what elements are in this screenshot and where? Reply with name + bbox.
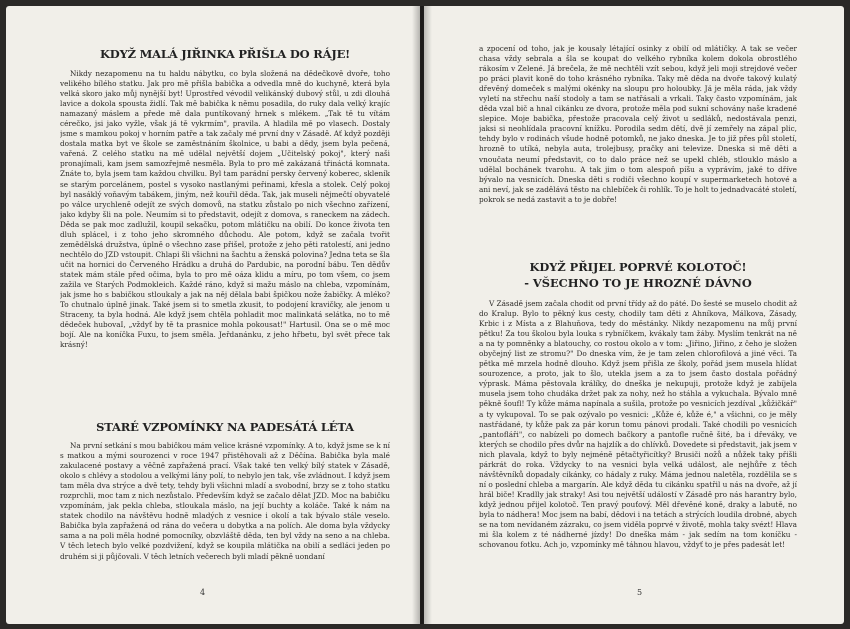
right-text-block-2 (479, 299, 797, 580)
section-text-padesata-leta: Na první setkání s mou babičkou mám velice krásné vzpomínky. A to, když jsme se k ní s matkou a mými sourozenci v roce 1947 přistěhovali až z Děčína. Babička byla malé zakulacené postavy a věčně zapřažená prací. Však také ten velký bílý statek v Zásadě, okolo s chlévy a stodolou a velkými lány polí, to nebylo jen tak, vše zvládnout. I když jsem tam měla dva strýce a dvě tety, tehdy byli všichni mladí a svobodní, brzy se z toho statku rozprchli, moc tam z nich nezůstalo. Především když se začalo dělat JZD. Moc na babičku vzpomínám, jak pekla chleba, stloukala máslo, na její buchty a koláče. Také k nám na statek chodilo na návštěvu hodně mladých z vesnice i okolí a tak bývalo stále veselo. Babička byla zapřažená od rána do večera u dobytka a na polích. Ale doma byla vždycky sama a na poli měla hodné pomocníky, obzvláště děda, ten byl vždy na seno a na chleba. V těch letech bylo velké pozdvižení, když se koupila mlátička na obilí a sedláci jeden po druhém si ji půjčovali. V těch letních večerech byli mladí pěkně uondaní (60, 441, 390, 561)
section-title-padesata-leta: STARÉ VZPOMÍNKY NA PADESÁTÁ LÉTA (96, 420, 354, 434)
continued-text: a zpocení od toho, jak je kousaly létající osinky z obilí od mlátičky. A tak se večer chasa vždy sebrala a šla se koupat do velkého rybníka kolem dokola obrostlého rákosím v Zelené. Já brečela, že mě nechtěli vzít sebou, když jeli moji strejdové večer po práci plavit koně do toho krásného rybníka. Taky mě děda na dvoře takový kulatý dřevěný domeček s malými okénky na sloupu pro holoubky. Já je měla ráda, jak vždy vyletí na střechu naší stodoly a tam se natřásali a vrkali. Taky často vzpomínám, jak děda vzal bič a hnal cikánku ze dvora, protože měla pod sukní schovány naše kradené slepice. Moje babička, přestože pracovala celý život u sedláků, nedostávala penzi, jaksi si neohlídala pracovní knížku. Porodila sedm dětí, dvě jí zemřely na zápal plic, tehdy bylo v rodinách všude hodně potomků, ne jako dneska. Je to již přes půl století, hrozně to utíká, nebyla auta, trolejbusy, pračky ani televize. Dneska si mě děti a vnoučata neumí představit, co to dalo práce než se upekl chléb, stlouklo máslo a udělal bochánek tvarohu. A tak jim o tom alespoň píšu a vyprávím, jaké to dříve bývalo na vesnicích. Dneska děti s rodiči všechno koupí v supermarketech hotové a ani neví, jak se zadělává těsto na chlebíček či rohlík. To je holt to jednadvacáté století, pokrok se nedá zastavit a to je dobře! (479, 44, 797, 204)
right-heading-block (479, 259, 797, 291)
left-heading-block-2 (60, 420, 390, 434)
section-text-jirinka: Nikdy nezapomenu na tu haldu nábytku, co byla složená na dědečkově dvoře, toho velikého bílého statku. Jak pro mě přišla babička a odvedla mně do kuchyně, která byla velká skoro jako můj nynější byt! Uprostřed vévodil velikánský dubový stůl, u zdi dlouhá lavice a dokola spousta židlí. Tak mě babička k němu posadila, do ruky dala velký krajíc namazaný máslem a přede mě dala puntíkovaný hrnek s mlékem. „Tak tě tu vítám cérečko, jsi jako vyžle, však já tě vykrmím", pravila. A hladila mě po vlasech. Dostaly jsme s mamkou pokoj v horním patře a tak začaly mé první dny v Zásadě. Ať když později dostala matka byt ve škole se zaměstnáním školnice, u babi a dědy, jsem byla pečená, vařená. Z celého statku na mě udělal největší dojem „Učitelský pokoj", který naši pronajímali, kam jsem samozřejmě nesměla. Byla to pro mě zakázaná třináctá komnata. Znáte to, byla jsem tam každou chvilku. Byl tam parádní persky červený koberec, skleník se starým porcelánem, postel s vysoko nastlanými peřinami, křesla a stolek. Celý pokoj byl nasáklý voňavým tabákem, jiným, než kouřil děda. Tak, jak museli nějmečtí obyvatelé po válce urychleně odejít ze svých domovů, na statku zůstalo po nich všechno zařízení, jako kdyby šli na pole. Neumím si to představit, odejít z domova, s raneckem na zádech. Děda se pak moc zadlužil, koupil sekačku, potom mlátičku na obilí. Do konce života ten dluh splácel, i z toho jeho skromného důchodu. Ale potom, když se začala tvořit zemědělská družstva, úplně o všechno zase přišel, protože z jeho pěti ratolestí, ani jedno nechtělo do JZD vstoupit. Chlapi šli všichni na šachtu a ženská polovina? Jedna teta se šla učit na hornici do Červeného Hrádku a druhá do Pardubic, na porodní bábu. Ten dědův statek mám stále před očima, byla to pro mě oáza klidu a míru, po tom všem, co jsem zažila ve Starých Podmokleich. Každé ráno, když si mažu máslo na chleba, vzpomínám, jak jsme ho s babičkou stloukaly a jak na něj dělala babi špičkou nože žabičky. A mléko? To chutnalo úplně jinak. Také jsem si to smetla zkusit, to podojení kravičky, ale jenom u Straceny, ta byla hodná. Ale když jsem chtěla pohladit moc malinkatá selátka, no to mě dědeček hubovaI, „vždyť by tě ta prasnice mohla pokousat!" Hartusil. Ona se o mě moc bojí. Ale na koníčka Fuxu, to jsem směla. Jeřdanánku, z jeho hřbetu, byl svět přece tak krásný! (60, 69, 390, 350)
page-number-right: 5 (637, 588, 643, 597)
right-page (424, 6, 844, 624)
page-number-left: 4 (200, 588, 206, 597)
section-title-kolotoc-line2: - VŠECHNO TO JE HROZNÉ DÁVNO (524, 276, 752, 290)
section-text-kolotoc: V Zásadě jsem začala chodit od první třídy až do páté. Do šesté se muselo chodit až do Kralup. Bylo to pěkný kus cesty, chodily tam děti z Ahníkova, Málkova, Zásady, Krbic i z Místa a z Blahuňova, tedy do městánky. Nikdy nezapomenu na můj první pětku! Za tou školou byla louka s rybníčkem, kvákaly tam žáby. Myslím tenkrát na ně a na ty pomněnky a blatouchy, co rostou okolo a v tom: „Jiřino, Jiřino, z čeho je složen obyčejný list ze stromu?" Do dneska vím, že je tam zelen chlorofilová a jiné věci. Ta pětka mě mrzela hodně dlouho. Když jsem přišla ze školy, pořád jsem musela hlídat sourozence, a proto, jak to šlo, utekla jsem a za to jsem často dostala pořádný výprask. Máma pěstovala králíky, do dneška je nekupuji, protože když je zabíjela musela jsem toho chudáka držet pak za nohy, než ho stáhla a vykuchala. Bývalo mně pěkně šoufl! Ty kůže máma napínala a sušila, protože po vesnicích jezdíval „kůžičkář" a ty vykupoval. To se pak ozývalo po vesnici: „Kůže é, kůže é," a všichni, co je měly nastřádané, ty kůže pak za pár korun tomu pánovi prodali. Také chodili po vesnicích „pantofláři", co nabízeli po domech bačkory a pantofle ručně šité, ba i dřeváky, ve kterých se chodilo přes dvůr na hajzlík a do chlívků. Dovedete si představit, jak jsem v nich plavala, když to byly nejméně pětačtyřicítky? Brusiči nožů a nůžek taky přišli párkrát do roka. Vždycky to na vesnici byla velká událost, ale nejhůře z těch návštěvníků dopadaly cikánky, co hádaly z ruky. Máma jednou naletěla, rozdělila se s ní o poslední chleba a margarín. Ale když děda tu cikánku spatřil u nás na dvoře, až jí hrál biče! Kradlly jak straky! Asi tou největší událostí v Zásadě pro nás harantry bylo, když jednou přijel kolotoč. Ten pravý pouťový. Měl dřevěné koně, draky a labutě, no byla to nádhera! Moc jsem na babí, dědovi i na tetách a strýcích loudila drobné, abych se na tom nevídaném zázraku, co jsem viděla poprvé v životě, mohla taky svézt! Hlava mi šla kolem z té nádherné jízdy! Do dneška mám - jak sedím na tom koníčku - schovanou fotku. Ach jo, vzpomínky mě táhnou hlavou, vždyť to je přes padesát let! (479, 299, 797, 550)
left-text-block-1 (60, 69, 390, 407)
left-heading-block (60, 47, 390, 61)
section-title-jirinka: KDYŽ MALÁ JIŘINKA PŘIŠLA DO RÁJE! (100, 47, 350, 61)
left-page (6, 6, 420, 624)
right-text-block-top (479, 44, 797, 227)
section-title-kolotoc-line1: KDYŽ PŘIJEL POPRVÉ KOLOTOČ! (529, 260, 747, 274)
book-gutter-shadow (412, 6, 432, 624)
left-text-block-2 (60, 441, 390, 577)
